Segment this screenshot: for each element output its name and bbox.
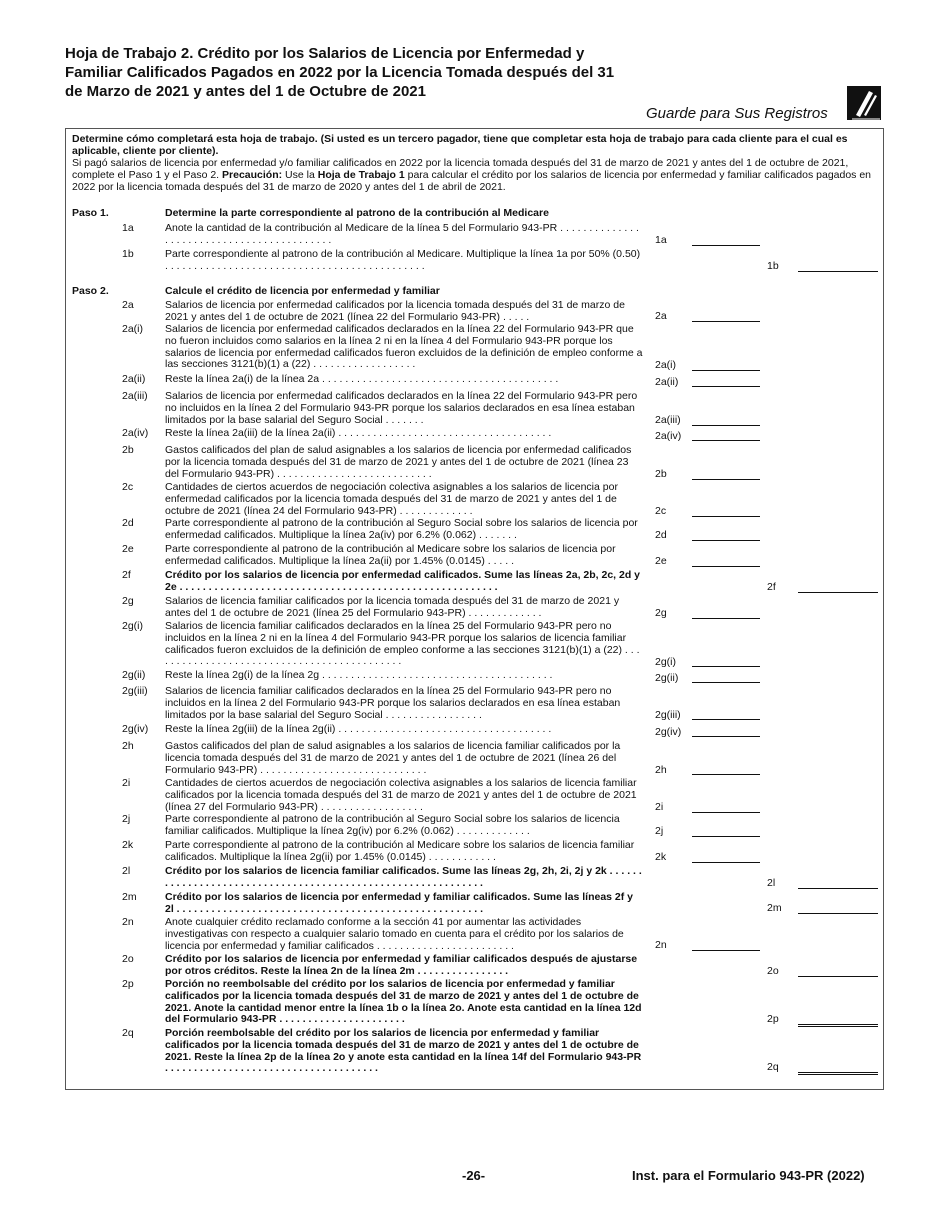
- intro-worksheet1: Hoja de Trabajo 1: [317, 169, 405, 181]
- line-label: 2b: [122, 444, 134, 456]
- step-label: Paso 1.: [72, 207, 109, 219]
- line-label: 2l: [122, 865, 131, 877]
- amount-field-2p[interactable]: [798, 1024, 878, 1027]
- line-text: Porción reembolsable del crédito por los salarios de licencia por enfermedad y familiar calificados por la licencia tomada después del 31 de marzo de 2021 y antes del 1 de octubre de 2021. Reste la línea 2p de la línea 2o y anote esta cantidad en la línea 14f del Formulario 943-PR . . . . . . . . . . . . . . . . . . . . . . . . . . . . . . . . . . . . .: [165, 1027, 642, 1075]
- amount-field-2g-iv[interactable]: [692, 736, 760, 737]
- line-text: Salarios de licencia por enfermedad calificados por la licencia tomada después del 31 de marzo de 2021 y antes del 1 de octubre de 2021 (línea 22 del Formulario 943-PR) . . . . .: [165, 299, 625, 323]
- page-number: -26-: [462, 1168, 486, 1183]
- line-label: 2a(iii): [122, 390, 148, 402]
- line-label: 2g(iv): [122, 723, 149, 735]
- line-label: 2h: [122, 740, 134, 752]
- amount-field-2a[interactable]: [692, 321, 760, 322]
- line-label: 2m: [122, 891, 137, 903]
- amount-field-1b[interactable]: [798, 271, 878, 272]
- amount-field-1a[interactable]: [692, 245, 760, 246]
- line-ref: 2n: [655, 939, 667, 951]
- pencil-paper-icon: [847, 86, 881, 120]
- line-text: Salarios de licencia familiar calificados declarados en la línea 25 del Formulario 943-PR pero no incluidos en la línea 2 ni en la línea 4 del Formulario 943-PR porque los salarios de licencia familiar calificados fueron excluidos de la definición de empleo conforme a las secciones 3121(b)(1) a (22) . . . . . . . . . . . . . . . . . . . . . . . . . . . . . . . . . . . . . . . . . . . .: [165, 620, 640, 668]
- amount-field-2h[interactable]: [692, 774, 760, 775]
- line-text: Cantidades de ciertos acuerdos de negociación colectiva asignables a los salarios de licencia por enfermedad calificados por la licencia tomada después del 31 de marzo de 2021 y antes del 1 de octubre de 2021 (línea 24 del Formulario 943-PR) . . . . . . . . . . . . .: [165, 481, 618, 517]
- line-text: Gastos calificados del plan de salud asignables a los salarios de licencia familiar calificados por la licencia tomada después del 31 de marzo de 2021 y antes del 1 de octubre de 2021 (línea 26 del Formulario 943-PR) . . . . . . . . . . . . . . . . . . . . . . . . . . . . .: [165, 740, 621, 776]
- amount-field-2g-iii[interactable]: [692, 719, 760, 720]
- amount-field-2o[interactable]: [798, 976, 878, 977]
- line-text: Reste la línea 2g(iii) de la línea 2g(ii) . . . . . . . . . . . . . . . . . . . . . . . . . . . . . . . . . . . . .: [165, 723, 552, 735]
- line-text: Crédito por los salarios de licencia por enfermedad calificados. Sume las líneas 2a, 2b, 2c, 2d y 2e . . . . . . . . . . . . . . . . . . . . . . . . . . . . . . . . . . . . . . . . . . . . . . . . . . . . . . .: [165, 569, 641, 593]
- line-ref: 2g(ii): [655, 672, 679, 684]
- line-ref: 2h: [655, 764, 667, 776]
- line-label: 2p: [122, 978, 134, 990]
- line-ref: 1a: [655, 234, 667, 246]
- line-label: 2j: [122, 813, 131, 825]
- worksheet-intro: [72, 133, 872, 193]
- line-text: Anote cualquier crédito reclamado conforme a la sección 41 por aumentar las actividades investigativas con respecto a cualquier salario tomado en cuenta para el crédito por los salarios de licencia por enfermedad y familiar calificados . . . . . . . . . . . . . . . . . . . . . . . .: [165, 916, 624, 952]
- line-ref: 2a: [655, 310, 667, 322]
- amount-field-2n[interactable]: [692, 950, 760, 951]
- line-text: Porción no reembolsable del crédito por los salarios de licencia por enfermedad y familiar calificados por la licencia tomada después del 31 de marzo de 2021 y antes del 1 de octubre de 2021. Anote la cantidad menor entre la línea 1b o la línea 2o. Anote esta cantidad en la línea 12d del Formulario 943-PR . . . . . . . . . . . . . . . . . . . . . .: [165, 978, 642, 1026]
- amount-field-2i[interactable]: [692, 812, 760, 813]
- line-ref: 2a(iv): [655, 430, 682, 442]
- line-label: 2i: [122, 777, 131, 789]
- line-label: 2k: [122, 839, 134, 851]
- step-title: Calcule el crédito de licencia por enfermedad y familiar: [165, 285, 440, 297]
- line-label: 1a: [122, 222, 134, 234]
- amount-field-2e[interactable]: [692, 566, 760, 567]
- line-label: 1b: [122, 248, 134, 260]
- line-ref: 2k: [655, 851, 667, 863]
- intro-caution-label: Precaución:: [222, 169, 283, 181]
- amount-field-2j[interactable]: [692, 836, 760, 837]
- line-label: 2o: [122, 953, 134, 965]
- line-text: Reste la línea 2a(i) de la línea 2a . . . . . . . . . . . . . . . . . . . . . . . . . . . . . . . . . . . . . . . . .: [165, 373, 559, 385]
- amount-field-2a-ii[interactable]: [692, 386, 760, 387]
- intro-text-c: para calcular el crédito por los salarios de licencia por enfermedad y familiar calificados pagados en 2022 por la licencia tomada después del 31 de marzo de 2020 y antes del 1 de abril de 2021.: [72, 169, 872, 193]
- line-ref: 2p: [767, 1013, 779, 1025]
- line-ref: 2a(i): [655, 359, 677, 371]
- amount-field-2g-i[interactable]: [692, 666, 760, 667]
- line-ref: 2b: [655, 468, 667, 480]
- line-label: 2c: [122, 481, 134, 493]
- amount-field-2a-iv[interactable]: [692, 440, 760, 441]
- line-text: Parte correspondiente al patrono de la contribución al Medicare sobre los salarios de licencia por enfermedad calificados. Multiplique la línea 2a(ii) por 1.45% (0.0145) . . . . .: [165, 543, 616, 567]
- line-text: Salarios de licencia familiar calificados declarados en la línea 25 del Formulario 943-PR pero no incluidos en la línea 2 del Formulario 943-PR porque los salarios declarados en esa línea estaban limitados por la base salarial del Seguro Social . . . . . . . . . . . . . . . . .: [165, 685, 621, 721]
- amount-field-2l[interactable]: [798, 888, 878, 889]
- line-ref: 2q: [767, 1061, 779, 1073]
- line-ref: 2g(i): [655, 656, 677, 668]
- line-text: Gastos calificados del plan de salud asignables a los salarios de licencia por enfermedad calificados por la licencia tomada después del 31 de marzo de 2021 y antes del 1 de octubre de 2021 (línea 23 del Formulario 943-PR) . . . . . . . . . . . . . . . . . . . . . . . . . . .: [165, 444, 632, 480]
- line-label: 2d: [122, 517, 134, 529]
- line-label: 2f: [122, 569, 131, 581]
- line-text: Reste la línea 2g(i) de la línea 2g . . . . . . . . . . . . . . . . . . . . . . . . . . . . . . . . . . . . . . . .: [165, 669, 553, 681]
- line-label: 2a(ii): [122, 373, 146, 385]
- line-text: Parte correspondiente al patrono de la contribución al Seguro Social sobre los salarios de licencia por enfermedad calificados. Multiplique la línea 2a(iv) por 6.2% (0.062) . . . . . . .: [165, 517, 638, 541]
- amount-field-2c[interactable]: [692, 516, 760, 517]
- amount-field-2a-i[interactable]: [692, 370, 760, 371]
- line-ref: 1b: [767, 260, 779, 272]
- line-label: 2a: [122, 299, 134, 311]
- line-text: Parte correspondiente al patrono de la contribución al Seguro Social sobre los salarios de licencia familiar calificados. Multiplique la línea 2g(iv) por 6.2% (0.062) . . . . . . . . . . . . .: [165, 813, 620, 837]
- line-ref: 2g(iii): [655, 709, 681, 721]
- line-label: 2a(i): [122, 323, 144, 335]
- amount-field-2g[interactable]: [692, 618, 760, 619]
- line-label: 2g(iii): [122, 685, 148, 697]
- line-ref: 2m: [767, 902, 782, 914]
- page-title: Hoja de Trabajo 2. Crédito por los Salarios de Licencia por Enfermedad y Familiar Calificados Pagados en 2022 por la Licencia Tomada después del 31 de Marzo de 2021 y antes del 1 de Octubre de 2021: [65, 45, 615, 100]
- line-text: Crédito por los salarios de licencia por enfermedad y familiar calificados. Sume las líneas 2f y 2l . . . . . . . . . . . . . . . . . . . . . . . . . . . . . . . . . . . . . . . . . . . . . . . . . . . . .: [165, 891, 634, 915]
- line-text: Parte correspondiente al patrono de la contribución al Medicare sobre los salarios de licencia familiar calificados. Multiplique la línea 2g(ii) por 1.45% (0.0145) . . . . . . . . . . . .: [165, 839, 635, 863]
- amount-field-2k[interactable]: [692, 862, 760, 863]
- line-ref: 2c: [655, 505, 667, 517]
- line-text: Crédito por los salarios de licencia familiar calificados. Sume las líneas 2g, 2h, 2i, 2j y 2k . . . . . . . . . . . . . . . . . . . . . . . . . . . . . . . . . . . . . . . . . . . . . . . . . . . . . . . . . . . . .: [165, 865, 642, 889]
- line-label: 2g(ii): [122, 669, 146, 681]
- amount-field-2m[interactable]: [798, 913, 878, 914]
- intro-text: [72, 157, 872, 193]
- line-text: Parte correspondiente al patrono de la contribución al Medicare. Multiplique la línea 1a por 50% (0.50) . . . . . . . . . . . . . . . . . . . . . . . . . . . . . . . . . . . . . . . . . . . . .: [165, 248, 641, 272]
- line-label: 2g: [122, 595, 134, 607]
- line-text: Cantidades de ciertos acuerdos de negociación colectiva asignables a los salarios de licencia familiar calificados por la licencia tomada después del 31 de marzo de 2021 y antes del 1 de octubre de 2021 (línea 27 del Formulario 943-PR) . . . . . . . . . . . . . . . . . .: [165, 777, 637, 813]
- amount-field-2q[interactable]: [798, 1072, 878, 1075]
- line-label: 2n: [122, 916, 134, 928]
- line-label: 2g(i): [122, 620, 144, 632]
- intro-bold-line: Determine cómo completará esta hoja de trabajo. (Si usted es un tercero pagador, tiene que completar esta hoja de trabajo para cada cliente para el cual es aplicable, cliente por cliente).: [72, 133, 848, 157]
- line-text: Salarios de licencia familiar calificados por la licencia tomada después del 31 de marzo de 2021 y antes del 1 de octubre de 2021 (línea 25 del Formulario 943-PR) . . . . . . . . . . . . .: [165, 595, 620, 619]
- step-label: Paso 2.: [72, 285, 109, 297]
- amount-field-2a-iii[interactable]: [692, 425, 760, 426]
- intro-text-a: Si pagó salarios de licencia por enfermedad y/o familiar calificados en 2022 por la licencia tomada después del 31 de marzo de 2021 y antes del 1 de octubre de 2021, complete el Paso 1 y el Paso 2.: [72, 157, 849, 181]
- line-text: Salarios de licencia por enfermedad calificados declarados en la línea 22 del Formulario 943-PR pero no incluidos en la línea 2 del Formulario 943-PR porque los salarios declarados en esa línea estaban limitados por la base salarial del Seguro Social . . . . . . .: [165, 390, 638, 426]
- line-ref: 2d: [655, 529, 667, 541]
- line-ref: 2a(iii): [655, 414, 681, 426]
- line-ref: 2g(iv): [655, 726, 682, 738]
- line-ref: 2o: [767, 965, 779, 977]
- line-ref: 2g: [655, 607, 667, 619]
- line-ref: 2f: [767, 581, 776, 593]
- intro-text-b: Use la: [285, 169, 315, 181]
- line-ref: 2i: [655, 801, 664, 813]
- line-text: Anote la cantidad de la contribución al Medicare de la línea 5 del Formulario 943-PR . . . . . . . . . . . . . . . . . . . . . . . . . . . . . . . . . . . . . . . . . . .: [165, 222, 639, 246]
- amount-field-2d[interactable]: [692, 540, 760, 541]
- line-text: Salarios de licencia por enfermedad calificados declarados en la línea 22 del Formulario 943-PR que no fueron incluidos como salarios en la línea 2 ni en la línea 4 del Formulario 943-PR porque los salarios de licencia por enfermedad calificados fueron excluidos de la definición de empleo conforme a las secciones 3121(b)(1) a (22) . . . . . . . . . . . . . . . . . .: [165, 323, 643, 371]
- line-label: 2e: [122, 543, 134, 555]
- line-ref: 2j: [655, 825, 664, 837]
- line-label: 2q: [122, 1027, 134, 1039]
- amount-field-2b[interactable]: [692, 479, 760, 480]
- line-ref: 2l: [767, 877, 776, 889]
- amount-field-2g-ii[interactable]: [692, 682, 760, 683]
- line-text: Crédito por los salarios de licencia por enfermedad y familiar calificados después de ajustarse por otros créditos. Reste la línea 2n de la línea 2m . . . . . . . . . . . . . . . .: [165, 953, 638, 977]
- step-title: Determine la parte correspondiente al patrono de la contribución al Medicare: [165, 207, 549, 219]
- line-ref: 2a(ii): [655, 376, 679, 388]
- keep-records-note: Guarde para Sus Registros: [646, 105, 828, 122]
- amount-field-2f[interactable]: [798, 592, 878, 593]
- line-ref: 2e: [655, 555, 667, 567]
- footer-instructions: Inst. para el Formulario 943-PR (2022): [632, 1168, 865, 1183]
- line-label: 2a(iv): [122, 427, 149, 439]
- line-text: Reste la línea 2a(iii) de la línea 2a(ii) . . . . . . . . . . . . . . . . . . . . . . . . . . . . . . . . . . . . .: [165, 427, 552, 439]
